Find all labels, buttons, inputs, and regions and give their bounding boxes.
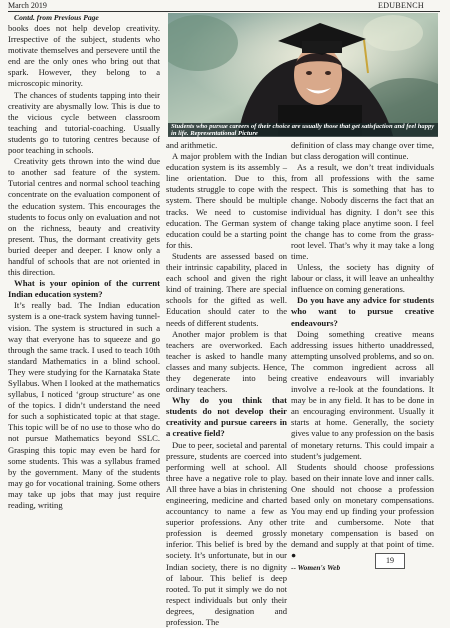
article-paragraph: definition of class may change over time, but class derogation will continue.	[291, 140, 434, 162]
article-paragraph: Students should choose professions based on their innate love and inner calls. One should not choose a profession based only on monetary compensations. You may end up finding your profession trite and cumbersome. Note that monetary compensation is based on demand and supply at that point of time. ●	[291, 461, 434, 561]
source-credit: -- Women's Web	[291, 562, 341, 572]
header-rule	[8, 11, 440, 12]
issue-date: March 2019	[8, 1, 47, 10]
article-paragraph: Students are assessed based on their intrinsic capability, placed in each school and given the right kind of training. There are special schools for the gifted as well. Education should cater to the needs of different students.	[166, 250, 287, 328]
interview-question: Do you have any advice for students who want to pursue creative endeavours?	[291, 295, 434, 328]
article-column-3	[291, 140, 434, 573]
photo-caption: Students who pursue careers of their choice are usually those that get satisfaction and feel happy in life. Representational Picture	[168, 123, 438, 137]
article-paragraph: As a result, we don’t treat individuals from all professions with the same respect. This is something that has to change. Nobody discerns the fact that an individual has dignity. I don’t see this change taking place anytime soon. I feel the change has to come from the grass-root level. That’s why it may take a long time.	[291, 162, 434, 261]
article-column-1	[8, 13, 160, 511]
column-1-body	[8, 23, 160, 511]
article-paragraph: and arithmetic.	[166, 140, 218, 150]
article-paragraph: books does not help develop creativity. Irrespective of the subject, students who motivate themselves and persevere until the end are the only ones who bring out that spark. However, they belong to a microscopic minority.	[8, 23, 160, 89]
magazine-name: EDUBENCH	[378, 1, 424, 10]
column-2-body	[166, 140, 287, 628]
column-3-body	[291, 140, 434, 562]
article-paragraph: The chances of students tapping into their creativity are abysmally low. This is due to the vicious cycle between classroom teaching and tutorial-coaching. Usually students go to tutoring centres because of poor teaching in schools.	[8, 89, 160, 156]
article-paragraph: Creativity gets thrown into the wind due to another sad feature of the system. Tutorial centres and normal school teaching concentrate on the evaluation component of the education system. This encourages the students to focus only on evaluation and not on the richness, beauty and creativity present. Thus, the dormant creativity gets buried deeper and deeper. I know only a handful of schools that are not oriented in this direction.	[8, 156, 160, 278]
graduate-photo	[168, 13, 438, 136]
article-paragraph: Another major problem is that teachers are overworked. Each teacher is asked to handle many classes and many subjects. Hence, they degenerate into being ordinary teachers.	[166, 328, 287, 395]
article-paragraph: Due to peer, societal and parental pressure, students are coerced into performing well at school. All three have a negative role to play. All three have a bias in christening engineering, medicine and charted accountancy to name a few as superior professions. Any other profession is deemed grossly inferior. This belief is bred by the society. It’s unfortunate, but in our Indian society, there is no dignity of labour. This belief is deep rooted. To put it simply we do not respect individuals but only their degrees, designation and profession. The	[166, 439, 287, 628]
article-column-2	[166, 140, 287, 628]
article-paragraph: It’s really bad. The Indian education system is a one-track system having tunnel-vision. The system is structured in such a way that everyone has to squeeze and go through the same track. I used to teach 10th standard Mathematics in a blind school. They were studying for the Karnataka State Syllabus. When I looked at the mathematics syllabus, I noticed ‘group structure’ as one of the topics. I didn’t understand the need for such a sophisticated topic at that stage. This topic will be of no use to those who do not pursue Mathematics beyond SSLC. Grasping this topic may even be hard for some students. This was a syllabus framed by the government. Many of the students may go for vocational training. Some others may take up jobs that may just require reading, writing	[8, 300, 160, 511]
continued-note: Contd. from Previous Page	[14, 13, 99, 22]
article-paragraph: Doing something creative means addressing issues hitherto unaddressed, attempting unsolved problems, and so on. The common ingredient across all creative endeavours will invariably involve a re-look at the foundations. It may be in any field. It has to be done in an encouraging environment. Usually it starts at home. Generally, the society gives value to any profession on the basis of monetary returns. This could impair a student’s judgement.	[291, 328, 434, 461]
page-number: 19	[375, 553, 405, 569]
article-paragraph: Unless, the society has dignity of labour or class, it will leave an unhealthy influence on coming generations.	[291, 262, 434, 295]
article-paragraph: A major problem with the Indian education system is its assembly – line orientation. Due to this, students struggle to cope with the system. There should be multiple tracks. We need to customise education. The German system of education could be a starting point for this.	[166, 151, 287, 250]
graduate-illustration	[168, 13, 438, 136]
interview-question: Why do you think that students do not develop their creativity and pursue careers in a creative field?	[166, 395, 287, 439]
interview-question: What is your opinion of the current Indian education system?	[8, 278, 160, 300]
